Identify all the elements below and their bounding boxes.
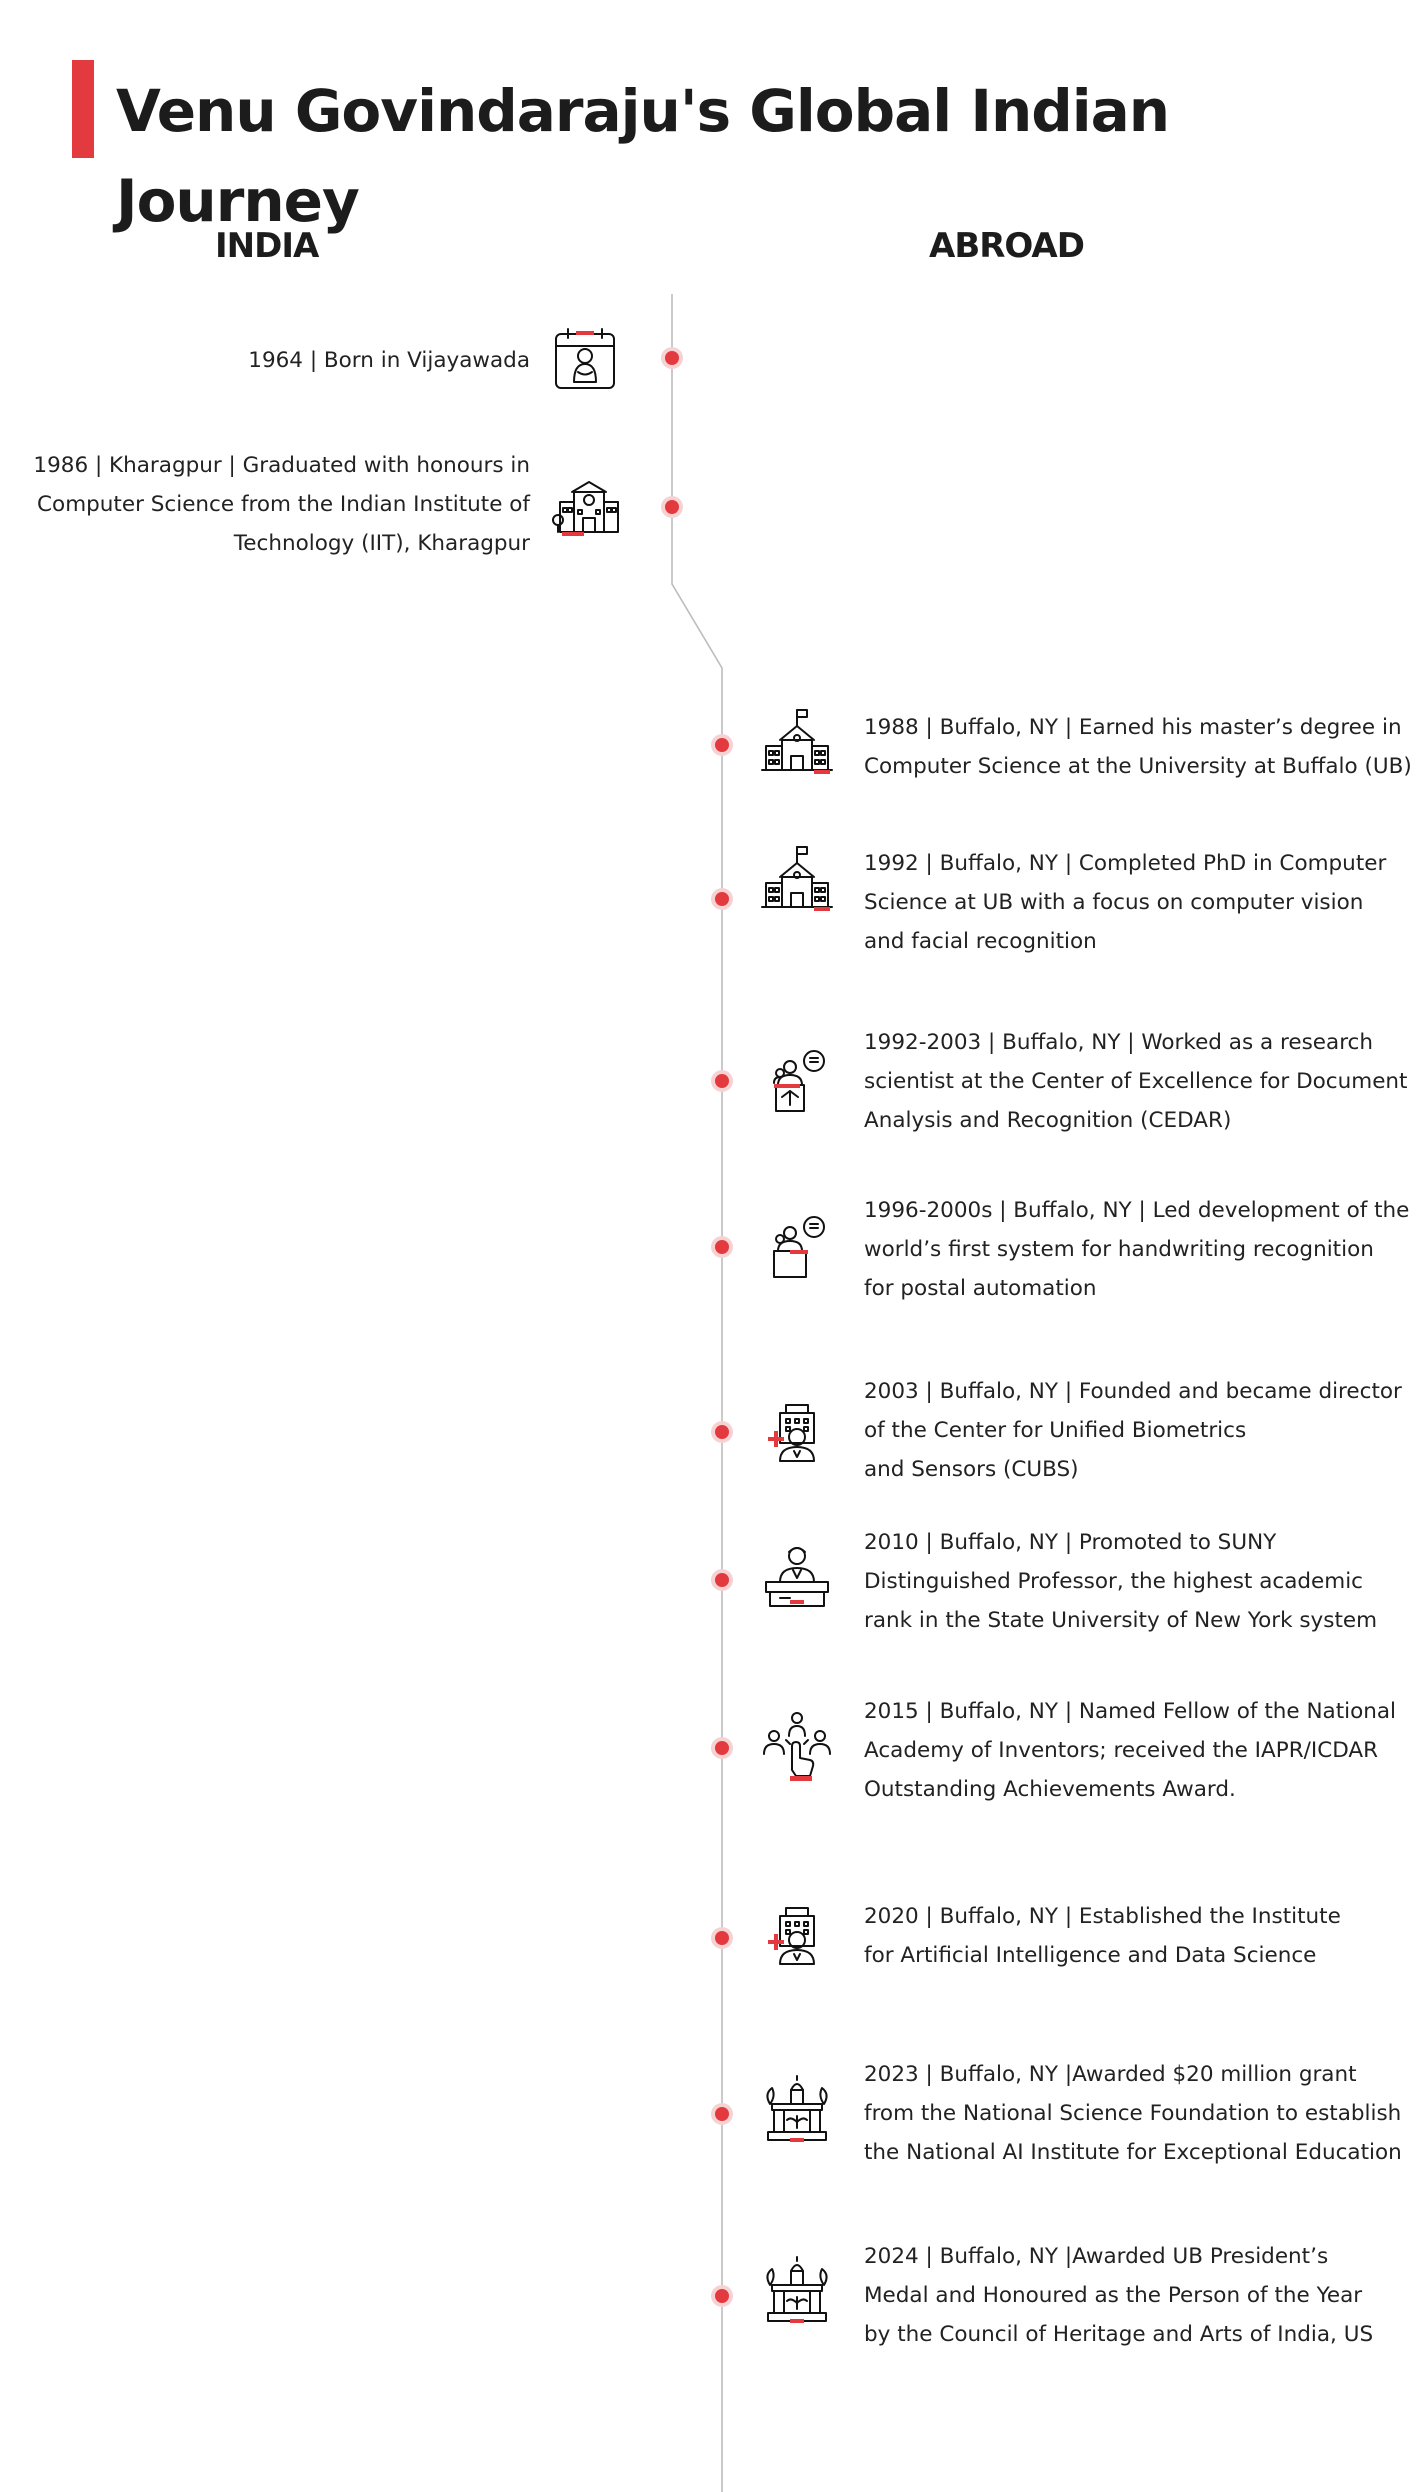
timeline-dot-abroad-9	[711, 2103, 733, 2125]
honour-stand-icon	[760, 2255, 834, 2329]
timeline-dot-abroad-5	[711, 1421, 733, 1443]
abroad-entry-6: 2010 | Buffalo, NY | Promoted to SUNY Distinguished Professor, the highest academic rank in the State University of New York system	[864, 1530, 1378, 1633]
abroad-entry-2: 1992 | Buffalo, NY | Completed PhD in Computer Science at UB with a focus on computer vision and facial recognition	[864, 851, 1387, 954]
india-entry-2: 1986 | Kharagpur | Graduated with honours in Computer Science from the Indian Institute of Technology (IIT), Kharagpur	[33, 453, 530, 556]
timeline-dot-abroad-6	[711, 1569, 733, 1591]
page-title: Venu Govindaraju's Global Indian Journey	[116, 77, 1170, 235]
baby-calendar-icon	[548, 322, 622, 396]
timeline-line	[672, 294, 722, 2492]
timeline-dot-abroad-3	[711, 1070, 733, 1092]
timeline-dot-abroad-10	[711, 2285, 733, 2307]
abroad-entry-4: 1996-2000s | Buffalo, NY | Led development of the world’s first system for handwriting recognition for postal automation	[864, 1198, 1410, 1301]
column-heading-abroad: ABROAD	[929, 226, 1084, 266]
column-heading-india: INDIA	[215, 226, 319, 266]
institute-building-icon	[552, 470, 626, 544]
timeline-dot-india-2	[661, 496, 683, 518]
timeline-dot-abroad-4	[711, 1236, 733, 1258]
abroad-entry-10: 2024 | Buffalo, NY |Awarded UB President’s Medal and Honoured as the Person of the Year by the Council of Heritage and Arts of India, US	[864, 2244, 1374, 2347]
director-building-icon	[760, 1395, 834, 1469]
school-building-icon	[760, 843, 834, 917]
professor-desk-icon	[760, 1540, 834, 1614]
abroad-entry-8: 2020 | Buffalo, NY | Established the Institute for Artificial Intelligence and Data Science	[864, 1904, 1341, 1968]
abroad-entry-7: 2015 | Buffalo, NY | Named Fellow of the National Academy of Inventors; received the IAPR/ICDAR Outstanding Achievements Award.	[864, 1699, 1397, 1802]
podium-speaker-icon	[760, 1211, 834, 1285]
timeline-dot-abroad-8	[711, 1927, 733, 1949]
abroad-entry-1: 1988 | Buffalo, NY | Earned his master’s degree in Computer Science at the University at Buffalo (UB)	[864, 715, 1412, 779]
abroad-entry-3: 1992-2003 | Buffalo, NY | Worked as a research scientist at the Center of Excellence for Document Analysis and Recognition (CEDAR)	[864, 1030, 1408, 1133]
director-building-icon	[760, 1898, 834, 1972]
lectern-speaker-icon	[760, 1045, 834, 1119]
school-building-icon	[760, 706, 834, 780]
india-entry-1: 1964 | Born in Vijayawada	[248, 348, 530, 373]
timeline-dot-abroad-2	[711, 888, 733, 910]
honour-stand-icon	[760, 2074, 834, 2148]
abroad-entry-5: 2003 | Buffalo, NY | Founded and became director of the Center for Unified Biometrics and Sensors (CUBS)	[864, 1379, 1402, 1482]
selection-hand-icon	[760, 1710, 834, 1784]
timeline-dot-abroad-7	[711, 1737, 733, 1759]
abroad-entry-9: 2023 | Buffalo, NY |Awarded $20 million grant from the National Science Foundation to establish the National AI Institute for Exceptional Education	[864, 2062, 1402, 2165]
timeline-dot-india-1	[661, 347, 683, 369]
timeline-dot-abroad-1	[711, 734, 733, 756]
